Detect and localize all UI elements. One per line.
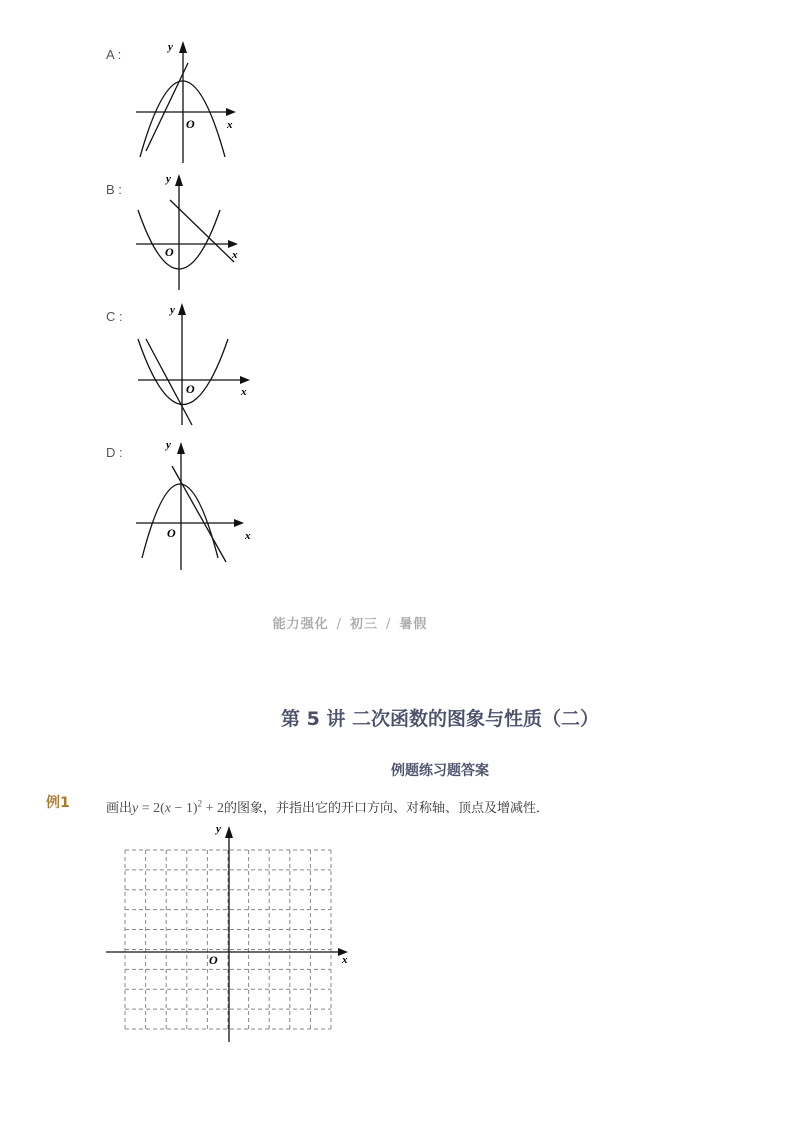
problem-text-after: 的图象，并指出它的开口方向、对称轴、顶点及增减性． <box>223 801 549 816</box>
y-label: y <box>166 173 171 185</box>
y-axis-arrow <box>178 303 186 315</box>
breadcrumb <box>0 613 700 632</box>
math-y: y <box>132 801 139 816</box>
breadcrumb-separator: / <box>336 617 342 632</box>
origin-label: O <box>186 382 195 396</box>
y-label: y <box>168 41 173 53</box>
y-axis-arrow <box>177 442 185 454</box>
option-c-label: C : <box>106 309 123 324</box>
x-label: x <box>232 249 238 261</box>
math-exponent: 2 <box>197 798 203 809</box>
option-a-label: A : <box>106 47 122 62</box>
math-part: = 2( <box>138 801 165 816</box>
x-label: x <box>227 119 233 131</box>
y-label: y <box>166 439 171 451</box>
option-b-label: B : <box>106 182 122 197</box>
y-axis-arrow <box>175 174 183 186</box>
x-axis-arrow <box>226 108 236 116</box>
lesson-title: 第 5 讲 二次函数的图象与性质（二） <box>280 708 600 730</box>
breadcrumb-item: 初三 <box>349 617 378 632</box>
parabola <box>142 484 218 558</box>
origin-label: O <box>209 953 218 967</box>
x-label: x <box>245 530 251 542</box>
y-axis-arrow <box>179 41 187 53</box>
math-x: x <box>164 801 172 816</box>
x-axis-arrow <box>234 519 244 527</box>
origin-label: O <box>165 245 174 259</box>
section-title: 例题练习题答案 <box>391 763 489 779</box>
x-axis-arrow <box>240 376 250 384</box>
example-problem-text <box>106 797 549 817</box>
breadcrumb-item: 能力强化 <box>272 617 329 632</box>
x-axis-arrow <box>228 240 238 248</box>
line <box>172 466 226 562</box>
option-a-graph <box>130 35 260 165</box>
math-part: + 2 <box>202 801 224 816</box>
option-b-graph <box>130 168 260 293</box>
option-c-graph <box>130 295 260 430</box>
math-part: − 1) <box>171 801 198 816</box>
grid-lines <box>125 850 331 1029</box>
y-label: y <box>216 823 221 835</box>
breadcrumb-separator: / <box>386 617 392 632</box>
example-tag: 例1 <box>46 795 70 811</box>
y-label: y <box>170 304 175 316</box>
y-axis-arrow <box>225 826 233 838</box>
x-label: x <box>342 954 348 966</box>
origin-label: O <box>186 117 195 131</box>
x-label: x <box>241 386 247 398</box>
origin-label: O <box>167 526 176 540</box>
problem-equation <box>132 798 224 816</box>
breadcrumb-item: 暑假 <box>399 617 428 632</box>
problem-text-before: 画出 <box>106 801 133 816</box>
option-d-graph <box>130 432 260 572</box>
option-d-label: D : <box>106 445 123 460</box>
coordinate-grid <box>100 820 360 1050</box>
line <box>146 63 188 151</box>
